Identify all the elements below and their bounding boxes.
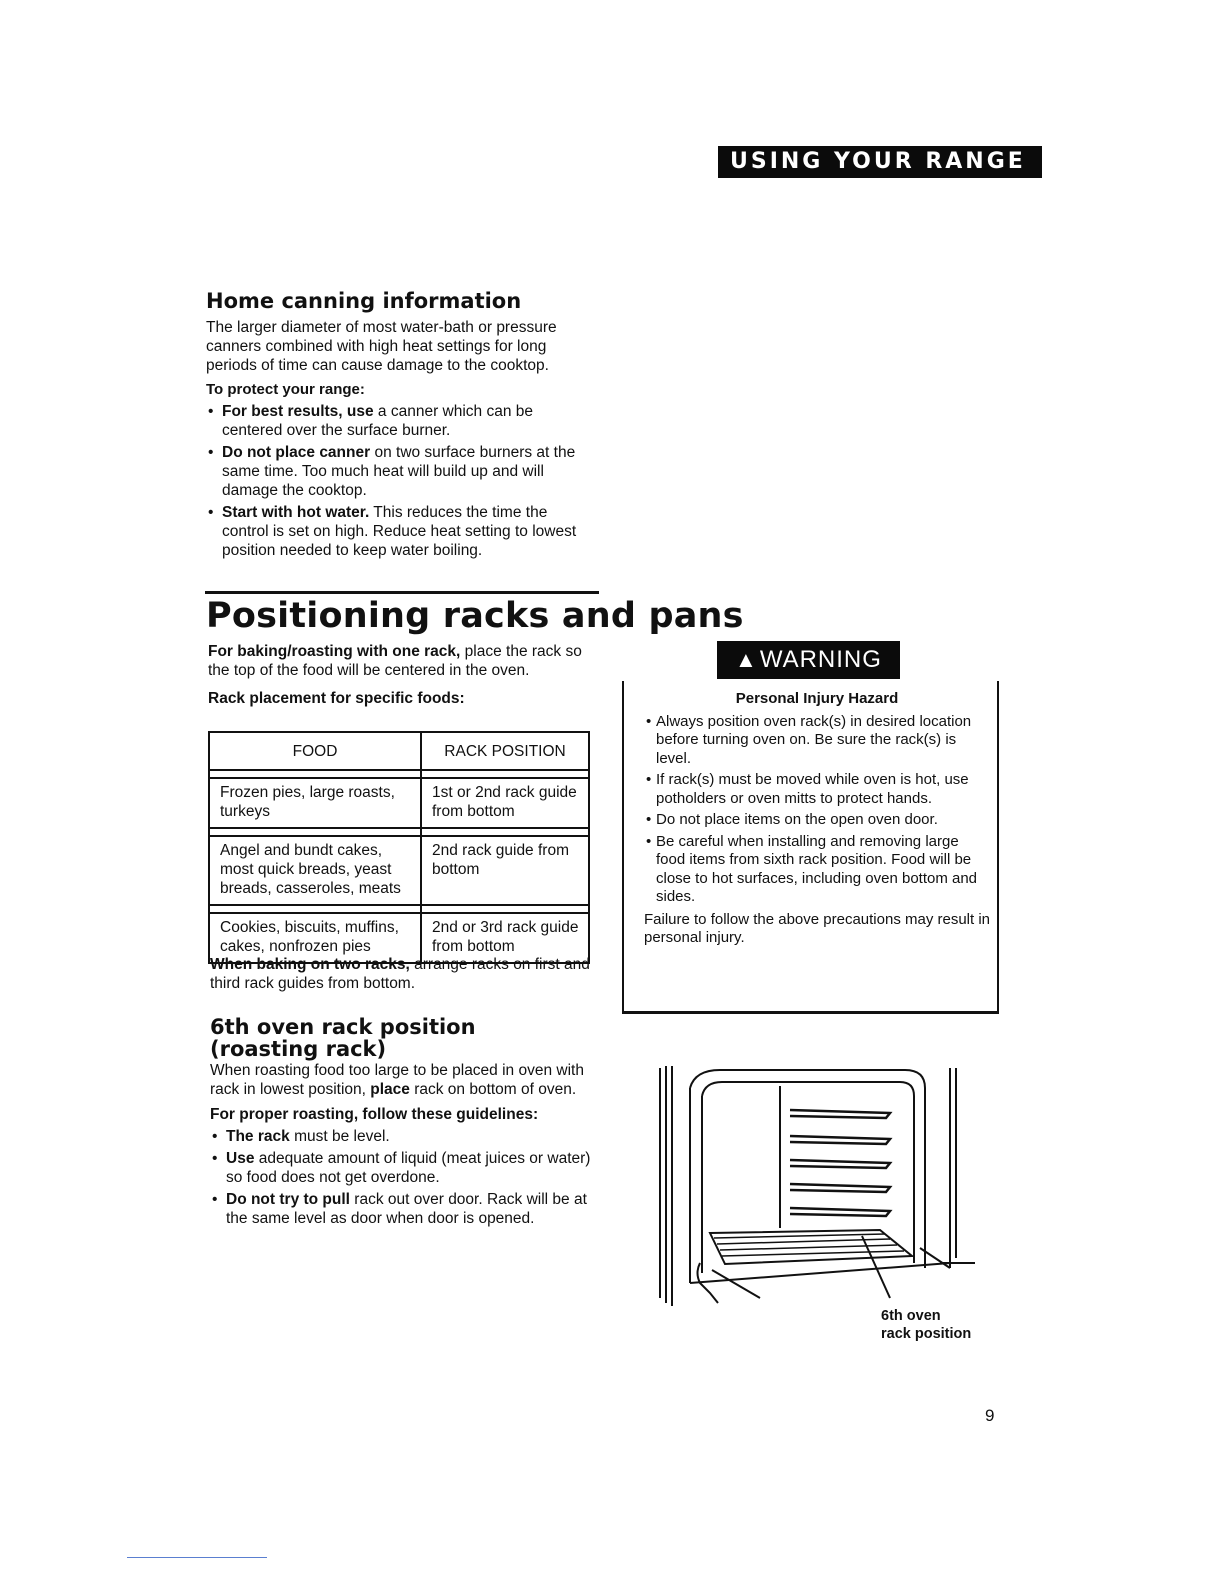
table-cell: 2nd rack guide from bottom (421, 836, 589, 905)
table-row (209, 778, 589, 828)
page-title: Positioning racks and pans (206, 596, 744, 636)
sixth-rack-intro: When roasting food too large to be placed in oven with rack in lowest position, place rack on bottom of oven. (210, 1062, 584, 1098)
oven-illustration (650, 1058, 990, 1318)
list-item: • The rack must be level. (210, 1127, 595, 1146)
list-item: • For best results, use a canner which can be centered over the surface burner. (206, 402, 591, 440)
table-row (209, 836, 589, 905)
list-item: • Start with hot water. This reduces the time the control is set on high. Reduce heat setting to lowest position needed to keep water boiling. (206, 503, 591, 560)
list-item: • Be careful when installing and removing large food items from sixth rack position. Food will be close to hot surfaces, including oven bottom and sides. (644, 833, 990, 907)
warning-footer: Failure to follow the above precautions may result in personal injury. (644, 910, 991, 946)
warning-title: Personal Injury Hazard (735, 690, 899, 707)
list-item: • If rack(s) must be moved while oven is hot, use potholders or oven mitts to protect hands. (644, 771, 990, 808)
table-header-row (209, 732, 589, 770)
list-item: • Do not place items on the open oven door. (644, 811, 990, 830)
one-rack-text: For baking/roasting with one rack, place the rack so the top of the food will be centered in the oven. (208, 643, 582, 679)
list-item: • Use adequate amount of liquid (meat juices or water) so food does not get overdone. (210, 1149, 595, 1187)
canning-heading: Home canning information (206, 289, 522, 313)
section-tab: USING YOUR RANGE (718, 146, 1042, 178)
sixth-rack-section (210, 1016, 595, 1231)
figure-label: 6th oven rack position (881, 1308, 972, 1342)
sixth-rack-heading: 6th oven rack position (roasting rack) (210, 1015, 476, 1061)
warning-badge: ▲WARNING (717, 641, 900, 679)
canning-tips (206, 402, 591, 560)
list-item: • Always position oven rack(s) in desired location before turning oven on. Be sure the rack(s) is level. (644, 713, 990, 769)
table-cell: 2nd or 3rd rack guide from bottom (421, 913, 589, 963)
rack-table-wrap (208, 731, 590, 964)
section-divider (205, 591, 599, 594)
rack-table (208, 731, 590, 964)
protect-label: To protect your range: (206, 381, 365, 398)
guidelines-label: For proper roasting, follow these guidelines: (210, 1106, 539, 1123)
warning-triangle-icon: ▲ (735, 647, 758, 672)
table-cell: Angel and bundt cakes, most quick breads, yeast breads, casseroles, meats (209, 836, 421, 905)
table-label: Rack placement for specific foods: (208, 690, 465, 707)
canning-section (206, 290, 591, 563)
warning-list (644, 713, 990, 907)
positioning-section (208, 642, 593, 708)
table-header-rack-position: RACK POSITION (421, 732, 589, 770)
footer-line (127, 1557, 267, 1558)
canning-intro: The larger diameter of most water-bath or pressure canners combined with high heat settings for long periods of time can cause damage to the cooktop. (206, 319, 557, 374)
two-racks-note: When baking on two racks, arrange racks on first and third rack guides from bottom. (210, 956, 590, 992)
table-cell: Cookies, biscuits, muffins, cakes, nonfrozen pies (209, 913, 421, 963)
table-cell: 1st or 2nd rack guide from bottom (421, 778, 589, 828)
table-cell: Frozen pies, large roasts, turkeys (209, 778, 421, 828)
page-number: 9 (985, 1406, 995, 1425)
table-header-food: FOOD (209, 732, 421, 770)
warning-content (644, 690, 990, 948)
list-item: • Do not place canner on two surface burners at the same time. Too much heat will build up and will damage the cooktop. (206, 443, 591, 500)
sixth-rack-tips (210, 1127, 595, 1228)
list-item: • Do not try to pull rack out over door. Rack will be at the same level as door when door is opened. (210, 1190, 595, 1228)
